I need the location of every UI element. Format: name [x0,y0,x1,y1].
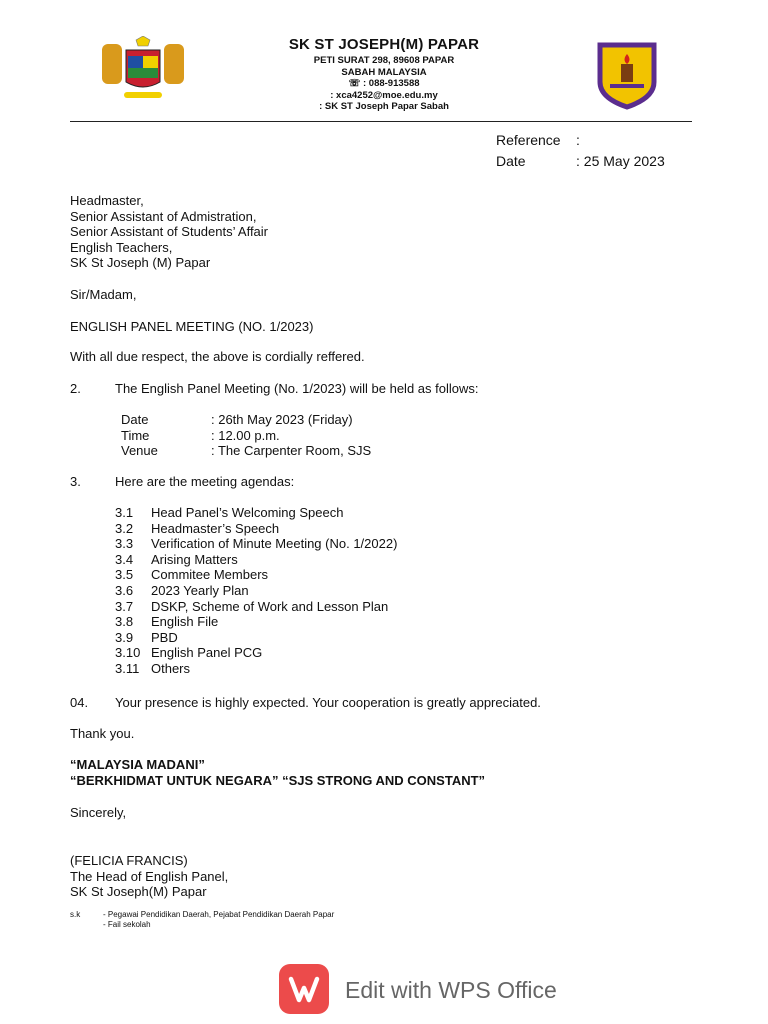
email-line: : xca4252@moe.edu.my [330,89,438,101]
reference-block [496,130,665,172]
signatory-school: SK St Joseph(M) Papar [70,884,207,900]
agenda-item: 3.1 Head Panel’s Welcoming Speech [115,505,344,520]
paragraph-3 [70,474,294,490]
closing-text: Sincerely, [70,805,127,820]
meeting-label: Venue [121,443,158,459]
agenda-item: 3.3 Verification of Minute Meeting (No. 1/2022) [115,536,398,552]
salutation: Sir/Madam, [70,287,137,302]
meeting-value: : 26th May 2023 (Friday) [211,412,353,427]
reference-value: : [576,132,580,148]
recipients [70,193,268,271]
signatory-title: The Head of English Panel, [70,868,229,884]
facebook-line: : SK ST Joseph Papar Sabah [319,101,449,112]
paragraph-text: Your presence is highly expected. Your cooperation is greatly appreciated. [115,695,541,710]
cc-line: - Pegawai Pendidikan Daerah, Pejabat Pendidikan Daerah Papar [103,910,335,919]
header-divider [70,121,692,122]
phone-line: ☏ : 088-913588 [348,78,420,89]
recipient-line: Headmaster, [70,193,144,208]
intro-text: With all due respect, the above is cordially reffered. [70,349,365,364]
agenda-item: 3.10 English Panel PCG [115,645,263,661]
paragraph-number: 04. [70,695,89,710]
signature-block [70,853,228,900]
meeting-label: Date [121,412,149,427]
thanks-text: Thank you. [70,726,135,741]
paragraph-4 [70,695,541,711]
agenda-item: 3.2 Headmaster’s Speech [115,520,280,536]
letterhead [0,36,768,113]
agenda-list [115,505,397,677]
agenda-item: 3.11 Others [115,660,191,676]
wps-watermark-text: Edit with WPS Office [345,977,557,1003]
meeting-value: : The Carpenter Room, SJS [211,443,372,459]
recipient-line: English Teachers, [70,239,173,255]
recipient-line: Senior Assistant of Students’ Affair [70,224,269,240]
paragraph-number: 3. [70,474,81,489]
school-name: SK ST JOSEPH(M) PAPAR [288,36,480,53]
address-line: PETI SURAT 298, 89608 PAPAR [313,55,455,66]
paragraph-2 [70,381,478,397]
reference-label: Reference [496,132,561,148]
agenda-item: 3.6 2023 Yearly Plan [115,582,249,598]
wps-logo-icon [279,964,329,1014]
address-line: SABAH MALAYSIA [341,66,427,78]
date-label: Date [496,153,526,169]
recipient-line: SK St Joseph (M) Papar [70,255,211,271]
cc-line: - Fail sekolah [103,920,151,929]
agenda-item: 3.7 DSKP, Scheme of Work and Lesson Plan [115,598,389,614]
signatory-name: (FELICIA FRANCIS) [70,853,188,868]
agenda-item: 3.5 Commitee Members [115,567,269,583]
paragraph-number: 2. [70,381,81,396]
meeting-label: Time [121,427,150,443]
date-value: : 25 May 2023 [576,153,665,169]
cc-label: s.k [70,910,81,919]
meeting-value: : 12.00 p.m. [211,427,280,443]
paragraph-text: The English Panel Meeting (No. 1/2023) will be held as follows: [115,381,479,396]
paragraph-text: Here are the meeting agendas: [115,474,295,489]
carbon-copy [70,910,334,930]
agenda-item: 3.8 English File [115,614,219,630]
motto-line: “MALAYSIA MADANI” [70,757,205,772]
agenda-item: 3.4 Arising Matters [115,551,238,567]
meeting-details [121,412,371,459]
subject: ENGLISH PANEL MEETING (NO. 1/2023) [70,319,314,334]
agenda-item: 3.9 PBD [115,629,178,645]
motto-line: “BERKHIDMAT UNTUK NEGARA” “SJS STRONG AND CONSTANT” [70,773,486,788]
recipient-line: Senior Assistant of Admistration, [70,208,257,224]
